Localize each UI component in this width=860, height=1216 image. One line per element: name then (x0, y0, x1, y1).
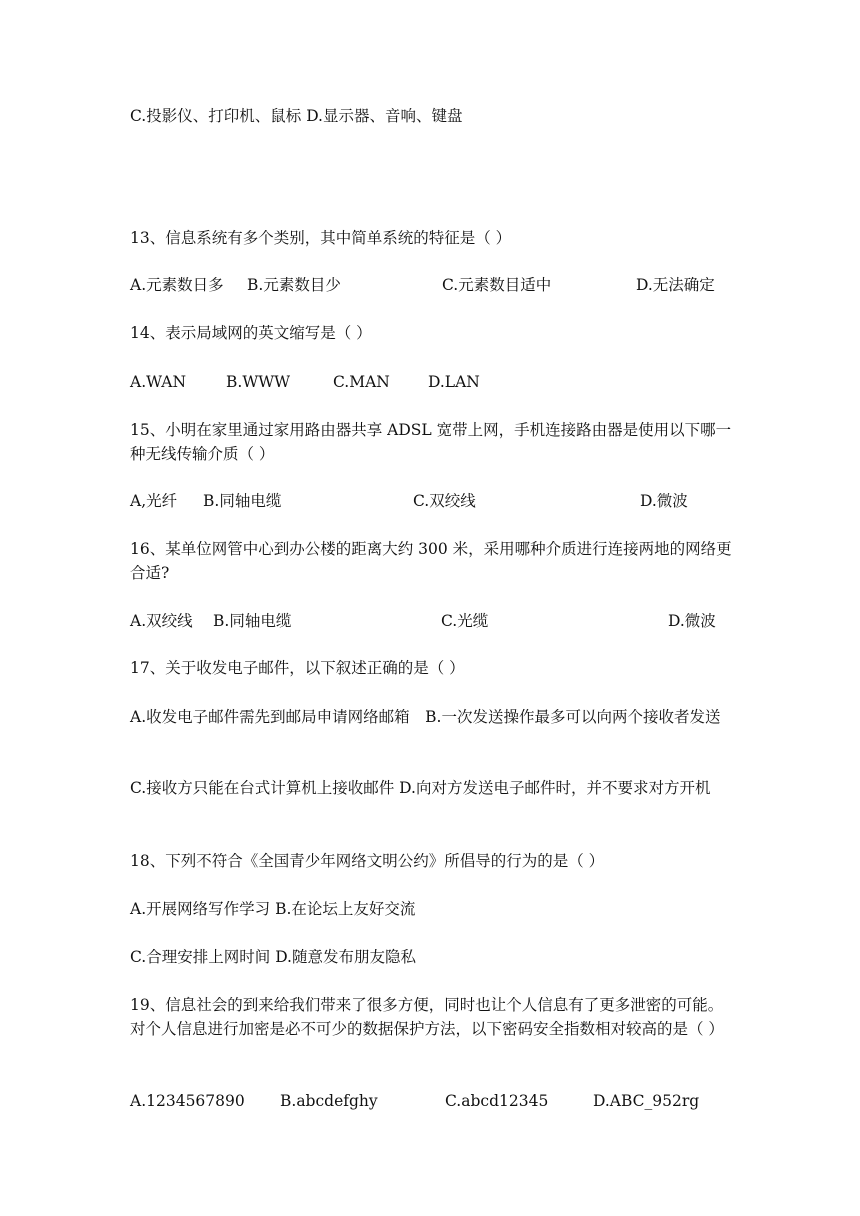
q12-option-d: D.显示器、音响、键盘 (306, 107, 463, 125)
q14-option-a: A.WAN (130, 373, 187, 391)
q12-option-c: C.投影仪、打印机、鼠标 (130, 107, 302, 125)
q15-option-c: C.双绞线 (413, 492, 476, 510)
q13-option-a: A.元素数日多 (130, 276, 224, 294)
q13-option-b: B.元素数目少 (247, 276, 341, 294)
question-19-stem: 19、信息社会的到来给我们带来了很多方便，同时也让个人信息有了更多泄密的可能。对个人信息进行加密是必不可少的数据保护方法，以下密码安全指数相对较高的是（ ） (130, 996, 724, 1038)
question-16-stem: 16、某单位网管中心到办公楼的距离大约 300 米，采用哪种介质进行连接两地的网络更合适? (130, 540, 732, 582)
q13-option-c: C.元素数目适中 (442, 276, 552, 294)
q16-option-a: A.双绞线 (130, 612, 193, 630)
q17-options-cd: C.接收方只能在台式计算机上接收邮件 D.向对方发送电子邮件时，并不要求对方开机 (130, 779, 711, 797)
q18-option-c: C.合理安排上网时间 (130, 948, 271, 966)
q18-options-ab (130, 897, 415, 921)
q16-option-d: D.微波 (668, 612, 716, 630)
q14-option-d: D.LAN (428, 373, 480, 391)
q13-option-d: D.无法确定 (636, 276, 715, 294)
question-15-stem: 15、小明在家里通过家用路由器共享 ADSL 宽带上网，手机连接路由器是使用以下哪一种无线传输介质（ ） (130, 421, 732, 463)
q16-option-b: B.同轴电缆 (213, 612, 292, 630)
q17-options-ab: A.收发电子邮件需先到邮局申请网络邮箱 B.一次发送操作最多可以向两个接收者发送 (130, 708, 721, 726)
q16-option-c: C.光缆 (441, 612, 489, 630)
question-18-stem: 18、下列不符合《全国青少年网络文明公约》所倡导的行为的是（ ） (130, 852, 605, 870)
q15-option-b: B.同轴电缆 (203, 492, 282, 510)
q15-option-d: D.微波 (640, 492, 688, 510)
q19-option-a: A.1234567890 (130, 1092, 245, 1110)
question-17-stem: 17、关于收发电子邮件，以下叙述正确的是（ ） (130, 659, 465, 677)
q14-option-b: B.WWW (226, 373, 291, 391)
q18-option-b: B.在论坛上友好交流 (275, 900, 416, 918)
q18-option-d: D.随意发布朋友隐私 (275, 948, 416, 966)
q15-option-a: A,光纤 (130, 492, 178, 510)
q19-option-b: B.abcdefghy (280, 1092, 378, 1110)
q19-option-c: C.abcd12345 (445, 1092, 549, 1110)
q19-option-d: D.ABC_952rg (593, 1092, 700, 1110)
q14-option-c: C.MAN (333, 373, 390, 391)
question-13-stem: 13、信息系统有多个类别，其中简单系统的特征是（ ） (130, 229, 512, 247)
q12-options-cd (130, 104, 463, 128)
question-14-stem: 14、表示局域网的英文缩写是（ ） (130, 324, 372, 342)
q18-options-cd (130, 945, 416, 969)
q18-option-a: A.开展网络写作学习 (130, 900, 271, 918)
